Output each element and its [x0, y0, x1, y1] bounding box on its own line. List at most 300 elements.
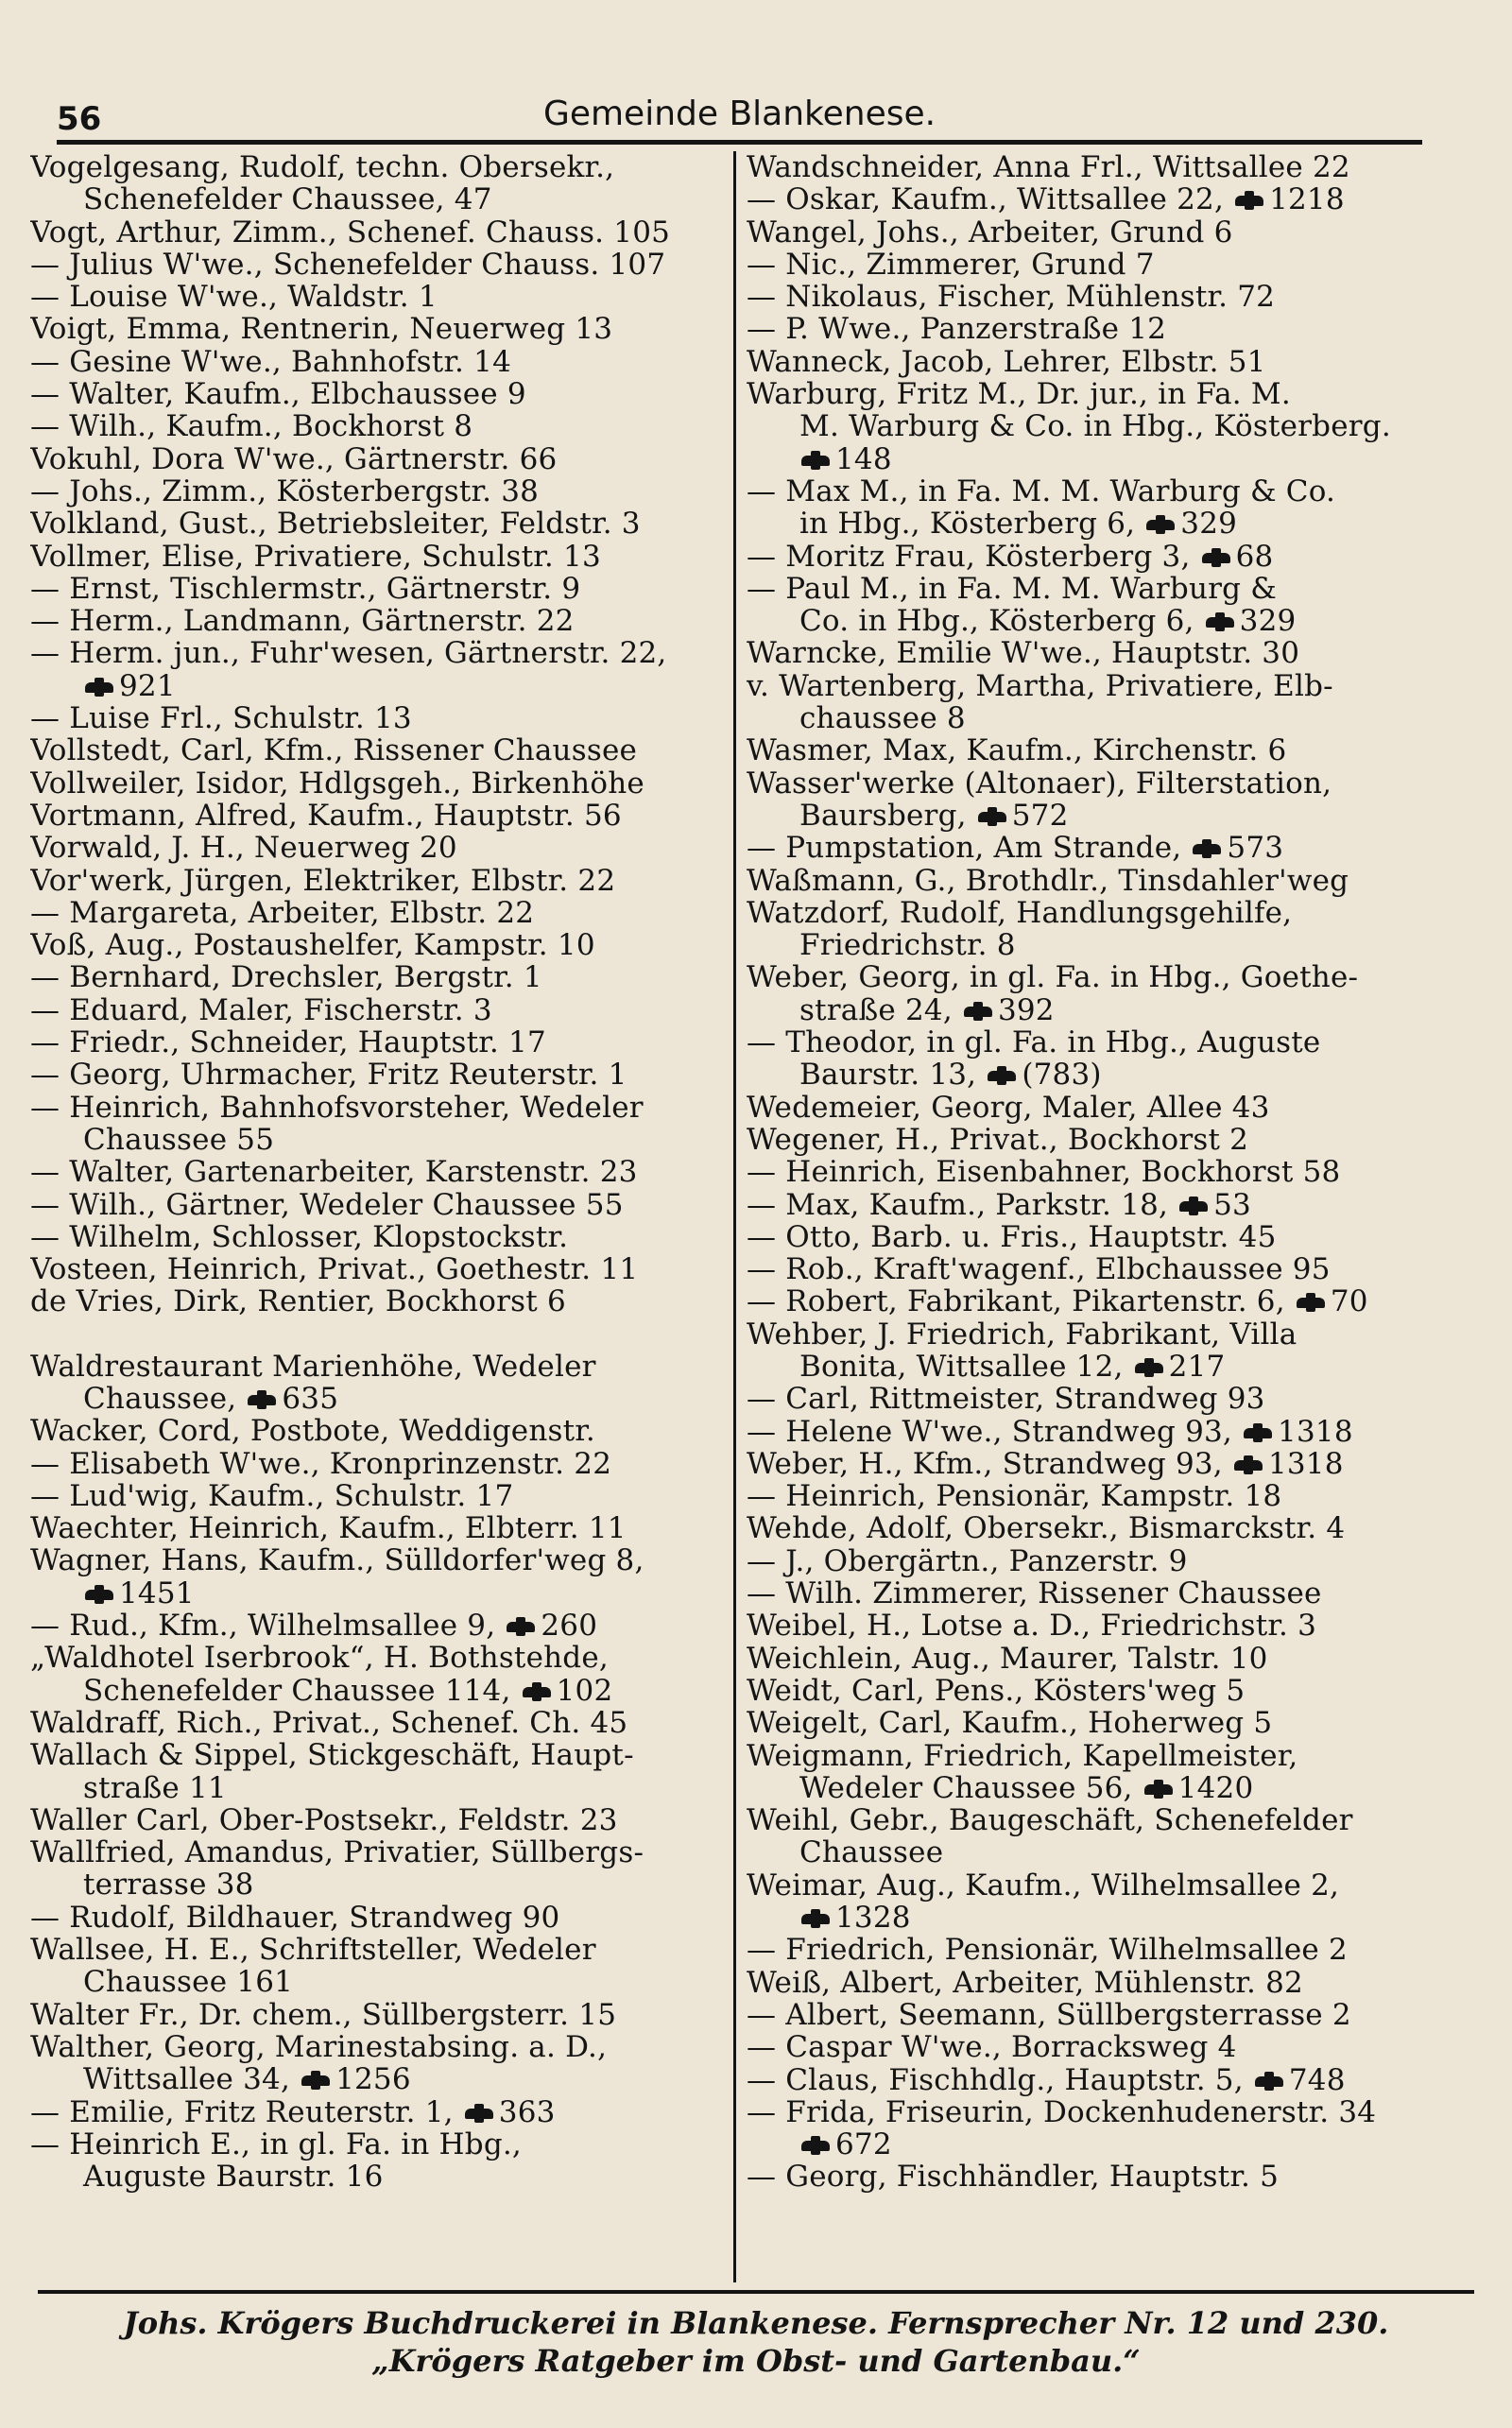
entry-continuation-line — [747, 410, 1484, 442]
entry-text: — Ernst, Tischlermstr., Gärtnerstr. 9 — [30, 572, 581, 606]
directory-entry — [30, 1999, 731, 2031]
directory-entry — [30, 1448, 731, 1480]
entry-text: — Albert, Seemann, Süllbergsterrasse 2 — [747, 1998, 1351, 2032]
entry-line — [30, 1448, 731, 1480]
directory-entry — [747, 151, 1484, 183]
directory-entry — [30, 508, 731, 540]
directory-entry — [747, 1416, 1484, 1448]
directory-entry — [747, 1934, 1484, 1966]
entry-line — [30, 216, 731, 249]
entry-line — [747, 1999, 1484, 2031]
telephone-icon — [1244, 1423, 1272, 1442]
entry-text: M. Warburg & Co. in Hbg., Kösterberg. — [799, 410, 1391, 443]
entry-line — [30, 443, 731, 475]
telephone-icon — [1146, 515, 1175, 534]
entry-text: Wasmer, Max, Kaufm., Kirchenstr. 6 — [747, 734, 1287, 767]
directory-entry — [747, 313, 1484, 345]
directory-entry — [747, 1512, 1484, 1544]
entry-text: — Heinrich, Eisenbahner, Bockhorst 58 — [747, 1156, 1341, 1189]
directory-entry — [30, 897, 731, 929]
telephone-icon — [248, 1390, 276, 1409]
entry-text: — Wilh. Zimmerer, Rissener Chaussee — [747, 1577, 1322, 1610]
entry-continuation-line — [747, 929, 1484, 961]
page-number: 56 — [57, 100, 102, 138]
entry-text: Schenefelder Chaussee, 47 — [83, 183, 492, 216]
directory-entry — [747, 541, 1484, 573]
entry-text: — Wilhelm, Schlosser, Klopstockstr. — [30, 1220, 569, 1254]
entry-text: — Caspar W'we., Borracksweg 4 — [747, 2031, 1237, 2064]
entry-text: Vortmann, Alfred, Kaufm., Hauptstr. 56 — [30, 799, 622, 833]
telephone-icon — [1206, 612, 1234, 631]
telephone-icon — [1234, 1455, 1263, 1474]
entry-line — [747, 2161, 1484, 2193]
entry-continuation-line — [30, 183, 731, 215]
directory-entry — [30, 281, 731, 313]
directory-entry — [30, 1512, 731, 1544]
directory-entry — [30, 151, 731, 216]
directory-entry — [747, 346, 1484, 378]
entry-text: Waller Carl, Ober-Postsekr., Feldstr. 23 — [30, 1803, 618, 1837]
directory-entry — [747, 1740, 1484, 1805]
entry-line — [747, 1869, 1484, 1902]
phone-number: 392 — [997, 993, 1055, 1027]
entry-text: de Vries, Dirk, Rentier, Bockhorst 6 — [30, 1285, 566, 1318]
entry-text: — Oskar, Kaufm., Wittsallee 22, — [747, 183, 1225, 216]
directory-entry — [747, 897, 1484, 962]
entry-text: Wegener, H., Privat., Bockhorst 2 — [747, 1123, 1249, 1157]
entry-line — [30, 249, 731, 281]
entry-text: — Herm., Landmann, Gärtnerstr. 22 — [30, 605, 575, 638]
directory-entry — [30, 1415, 731, 1447]
entry-line — [30, 1544, 731, 1576]
phone-number: 572 — [1011, 799, 1069, 833]
entry-text: Schenefelder Chaussee 114, — [83, 1674, 511, 1707]
directory-entry — [747, 1999, 1484, 2031]
directory-entry — [747, 2064, 1484, 2096]
directory-entry — [30, 1707, 731, 1739]
telephone-icon — [301, 2071, 330, 2090]
phone-number: 53 — [1213, 1188, 1251, 1221]
directory-entry — [747, 1967, 1484, 1999]
entry-line — [747, 865, 1484, 897]
phone-number: 148 — [835, 442, 892, 475]
entry-text: — Paul M., in Fa. M. M. Warburg & — [747, 572, 1278, 606]
entry-text: — Elisabeth W'we., Kronprinzenstr. 22 — [30, 1447, 612, 1480]
entry-line — [747, 1545, 1484, 1577]
entry-line — [747, 2031, 1484, 2063]
entry-text: Wedeler Chaussee 56, — [799, 1771, 1133, 1805]
entry-continuation-line — [747, 1059, 1484, 1091]
directory-entry — [747, 1189, 1484, 1221]
entry-text: Voß, Aug., Postaushelfer, Kampstr. 10 — [30, 929, 595, 962]
directory-entry — [30, 865, 731, 897]
entry-text: — Emilie, Fritz Reuterstr. 1, — [30, 2095, 454, 2128]
entry-text: Weber, Georg, in gl. Fa. in Hbg., Goethe- — [747, 961, 1359, 994]
entry-line — [30, 1999, 731, 2031]
entry-text: — Friedrich, Pensionär, Wilhelmsallee 2 — [747, 1934, 1348, 1967]
entry-text: Vollweiler, Isidor, Hdlgsgeh., Birkenhöhe — [30, 766, 644, 800]
directory-entry — [747, 1643, 1484, 1675]
directory-entry — [747, 2031, 1484, 2063]
entry-text: — Heinrich, Pensionär, Kampstr. 18 — [747, 1480, 1282, 1513]
entry-line — [30, 573, 731, 605]
directory-entry — [30, 1739, 731, 1804]
telephone-icon — [1235, 191, 1263, 210]
entry-text: — Gesine W'we., Bahnhofstr. 14 — [30, 345, 512, 379]
entry-line — [30, 702, 731, 734]
entry-text: — Georg, Fischhändler, Hauptstr. 5 — [747, 2161, 1280, 2194]
entry-line — [30, 1351, 731, 1383]
entry-text: — Louise W'we., Waldstr. 1 — [30, 281, 438, 314]
entry-line — [747, 1577, 1484, 1610]
directory-entry — [30, 378, 731, 410]
entry-text: Wangel, Johs., Arbeiter, Grund 6 — [747, 215, 1233, 249]
directory-entry — [30, 1189, 731, 1221]
entry-continuation-line — [30, 670, 731, 702]
entry-text: Waechter, Heinrich, Kaufm., Elbterr. 11 — [30, 1512, 627, 1545]
directory-entry — [747, 573, 1484, 638]
entry-text: Vosteen, Heinrich, Privat., Goethestr. 11 — [30, 1253, 639, 1286]
entry-line — [30, 410, 731, 442]
entry-line — [30, 1285, 731, 1317]
telephone-icon — [1193, 839, 1221, 858]
directory-entry — [747, 281, 1484, 313]
entry-text: — Georg, Uhrmacher, Fritz Reuterstr. 1 — [30, 1059, 627, 1092]
entry-text: — Theodor, in gl. Fa. in Hbg., Auguste — [747, 1026, 1321, 1059]
entry-line — [30, 281, 731, 313]
entry-line — [30, 151, 731, 183]
footer — [57, 2304, 1455, 2380]
directory-entry — [747, 1577, 1484, 1610]
entry-text: Vollstedt, Carl, Kfm., Rissener Chaussee — [30, 734, 638, 767]
directory-entry — [30, 1836, 731, 1902]
phone-number: 102 — [556, 1674, 613, 1707]
entry-line — [747, 1643, 1484, 1675]
phone-number: 748 — [1288, 2063, 1346, 2096]
entry-continuation-line — [747, 702, 1484, 734]
directory-entry — [30, 1156, 731, 1188]
entry-text: Weihl, Gebr., Baugeschäft, Schenefelder — [747, 1804, 1353, 1837]
entry-continuation-line — [30, 1124, 731, 1156]
telephone-icon — [964, 1002, 992, 1021]
entry-text: v. Wartenberg, Martha, Privatiere, Elb- — [747, 669, 1333, 703]
entry-text: Waßmann, G., Brothdlr., Tinsdahler'weg — [747, 864, 1349, 897]
entry-text: Vollmer, Elise, Privatiere, Schulstr. 13 — [30, 540, 601, 573]
entry-text: — Carl, Rittmeister, Strandweg 93 — [747, 1383, 1265, 1416]
entry-line — [747, 475, 1484, 508]
entry-line — [747, 573, 1484, 605]
entry-line — [747, 281, 1484, 313]
entry-line — [747, 670, 1484, 702]
entry-line — [30, 605, 731, 637]
phone-number: (783) — [1022, 1059, 1102, 1092]
entry-line — [30, 929, 731, 961]
telephone-icon — [801, 1909, 830, 1928]
directory-entry — [747, 670, 1484, 735]
left-column — [30, 151, 731, 2287]
entry-line — [747, 1804, 1484, 1836]
entry-continuation-line — [747, 1902, 1484, 1934]
entry-text: — Otto, Barb. u. Fris., Hauptstr. 45 — [747, 1220, 1277, 1254]
entry-line — [30, 475, 731, 508]
phone-number: 1318 — [1278, 1415, 1353, 1448]
entry-text: Chaussee 55 — [83, 1123, 275, 1157]
entry-line — [747, 1383, 1484, 1415]
entry-text: Wallsee, H. E., Schriftsteller, Wedeler — [30, 1934, 596, 1967]
directory-entry — [30, 605, 731, 637]
entry-continuation-line — [30, 1966, 731, 1998]
directory-entry — [747, 1804, 1484, 1869]
entry-line — [747, 378, 1484, 410]
telephone-icon — [1179, 1197, 1208, 1215]
entry-line — [747, 1156, 1484, 1188]
column-divider — [733, 151, 736, 2282]
entry-text: Co. in Hbg., Kösterberg 6, — [799, 605, 1194, 638]
entry-text: Weiß, Albert, Arbeiter, Mühlenstr. 82 — [747, 1966, 1303, 1999]
entry-text: straße 11 — [83, 1771, 227, 1804]
entry-line — [747, 1318, 1484, 1351]
entry-line — [747, 832, 1484, 864]
entry-line — [747, 249, 1484, 281]
entry-text: — Heinrich E., in gl. Fa. in Hbg., — [30, 2127, 522, 2161]
entry-text: Baursberg, — [799, 799, 967, 833]
entry-text: — Lud'wig, Kaufm., Schulstr. 17 — [30, 1479, 514, 1513]
directory-entry — [747, 216, 1484, 249]
entry-continuation-line — [747, 2128, 1484, 2161]
entry-text: — Walter, Gartenarbeiter, Karstenstr. 23 — [30, 1156, 638, 1189]
directory-entry — [747, 1675, 1484, 1707]
directory-entry — [747, 2096, 1484, 2161]
phone-number: 363 — [498, 2095, 556, 2128]
entry-text: Waldrestaurant Marienhöhe, Wedeler — [30, 1350, 596, 1383]
entry-text: Vorwald, J. H., Neuerweg 20 — [30, 832, 457, 865]
telephone-icon — [801, 451, 830, 470]
directory-entry — [747, 832, 1484, 864]
entry-continuation-line — [747, 1351, 1484, 1383]
entry-text: Wallach & Sippel, Stickgeschäft, Haupt- — [30, 1739, 634, 1772]
entry-continuation-line — [747, 443, 1484, 475]
directory-entry — [30, 702, 731, 734]
entry-text: Wedemeier, Georg, Maler, Allee 43 — [747, 1091, 1270, 1124]
entry-line — [747, 1512, 1484, 1544]
phone-number: 672 — [835, 2128, 892, 2161]
directory-entry — [30, 929, 731, 961]
entry-text: chaussee 8 — [799, 702, 966, 735]
entry-continuation-line — [30, 1675, 731, 1707]
entry-text: Chaussee, — [83, 1382, 237, 1416]
entry-text: Wehde, Adolf, Obersekr., Bismarckstr. 4 — [747, 1512, 1346, 1545]
telephone-icon — [523, 1682, 551, 1701]
directory-entry — [30, 443, 731, 475]
entry-line — [747, 897, 1484, 929]
entry-line — [747, 2096, 1484, 2128]
directory-entry — [747, 1869, 1484, 1935]
entry-line — [30, 1480, 731, 1512]
directory-entry — [747, 734, 1484, 766]
entry-line — [747, 1610, 1484, 1642]
entry-line — [30, 2031, 731, 2063]
entry-text: — Eduard, Maler, Fischerstr. 3 — [30, 993, 492, 1027]
entry-text: Vokuhl, Dora W'we., Gärtnerstr. 66 — [30, 442, 558, 475]
entry-line — [30, 897, 731, 929]
directory-entry — [747, 1026, 1484, 1092]
entry-line — [747, 1707, 1484, 1739]
entry-text: — Rudolf, Bildhauer, Strandweg 90 — [30, 1901, 560, 1935]
entry-line — [747, 216, 1484, 249]
directory-entry — [30, 573, 731, 605]
directory-entry — [30, 1544, 731, 1610]
entry-line — [30, 2096, 731, 2128]
directory-entry — [747, 1545, 1484, 1577]
entry-line — [747, 1675, 1484, 1707]
entry-text: — Nikolaus, Fischer, Mühlenstr. 72 — [747, 281, 1276, 314]
entry-line — [30, 346, 731, 378]
entry-text: Vor'werk, Jürgen, Elektriker, Elbstr. 22 — [30, 864, 616, 897]
directory-entry — [30, 216, 731, 249]
phone-number: 1328 — [835, 1902, 911, 1935]
entry-continuation-line — [747, 1836, 1484, 1868]
page-title: Gemeinde Blankenese. — [542, 95, 936, 133]
entry-continuation-line — [30, 2161, 731, 2193]
entry-text: Wacker, Cord, Postbote, Weddigenstr. — [30, 1415, 595, 1448]
directory-entry — [30, 410, 731, 442]
entry-continuation-line — [30, 1868, 731, 1901]
entry-text: — Nic., Zimmerer, Grund 7 — [747, 248, 1155, 282]
entry-line — [30, 1156, 731, 1188]
entry-text: Walther, Georg, Marinestabsing. a. D., — [30, 2030, 608, 2064]
telephone-icon — [1135, 1358, 1163, 1377]
directory-entry — [30, 1351, 731, 1416]
entry-line — [30, 2128, 731, 2161]
entry-line — [30, 1092, 731, 1124]
entry-line — [30, 1836, 731, 1868]
entry-text: — Luise Frl., Schulstr. 13 — [30, 702, 412, 735]
directory-entry — [30, 1902, 731, 1934]
entry-continuation-line — [747, 605, 1484, 637]
entry-text: — Wilh., Kaufm., Bockhorst 8 — [30, 410, 473, 443]
entry-line — [747, 2064, 1484, 2096]
entry-line — [747, 1221, 1484, 1253]
entry-line — [747, 1026, 1484, 1059]
directory-entry — [747, 1610, 1484, 1642]
entry-text: Vogt, Arthur, Zimm., Schenef. Chauss. 105 — [30, 215, 671, 249]
entry-text: — Helene W'we., Strandweg 93, — [747, 1415, 1232, 1448]
entry-line — [30, 378, 731, 410]
entry-line — [30, 508, 731, 540]
telephone-icon — [801, 2136, 830, 2155]
entry-line — [30, 1642, 731, 1674]
entry-text: — Robert, Fabrikant, Pikartenstr. 6, — [747, 1285, 1285, 1318]
entry-line — [747, 637, 1484, 669]
directory-entry — [30, 541, 731, 573]
entry-line — [747, 1092, 1484, 1124]
directory-entry — [747, 183, 1484, 215]
page-header — [57, 91, 1422, 145]
entry-text: Wittsallee 34, — [83, 2063, 291, 2096]
phone-number: 1451 — [119, 1576, 195, 1610]
entry-text: Waldraff, Rich., Privat., Schenef. Ch. 45 — [30, 1706, 628, 1740]
directory-entry — [747, 475, 1484, 541]
footer-printer-line: Johs. Krögers Buchdruckerei in Blankenese. Fernsprecher Nr. 12 und 230. — [123, 2305, 1389, 2341]
entry-line — [747, 767, 1484, 800]
entry-line — [30, 1739, 731, 1771]
phone-number: 1318 — [1267, 1447, 1344, 1481]
telephone-icon — [507, 1617, 535, 1636]
entry-text: — J., Obergärtn., Panzerstr. 9 — [747, 1544, 1188, 1578]
entry-text: Wallfried, Amandus, Privatier, Süllbergs- — [30, 1836, 644, 1869]
entry-line — [30, 1934, 731, 1966]
directory-entry — [747, 1124, 1484, 1156]
entry-text: Bonita, Wittsallee 12, — [799, 1350, 1124, 1384]
telephone-icon — [465, 2104, 493, 2123]
directory-entry — [30, 1285, 731, 1317]
entry-line — [30, 637, 731, 669]
directory-entry — [30, 1253, 731, 1285]
entry-text: Watzdorf, Rudolf, Handlungsgehilfe, — [747, 896, 1293, 930]
directory-entry — [30, 734, 731, 766]
entry-line — [747, 1740, 1484, 1772]
entry-text: Wehber, J. Friedrich, Fabrikant, Villa — [747, 1317, 1297, 1351]
directory-entry — [30, 2128, 731, 2194]
telephone-icon — [978, 807, 1006, 826]
entry-line — [747, 1124, 1484, 1156]
entry-text: — Friedr., Schneider, Hauptstr. 17 — [30, 1026, 546, 1059]
directory-entry — [30, 346, 731, 378]
entry-line — [747, 961, 1484, 993]
entry-text: — Max M., in Fa. M. M. Warburg & Co. — [747, 474, 1336, 508]
entry-line — [747, 346, 1484, 378]
entry-text: Weidt, Carl, Pens., Kösters'weg 5 — [747, 1674, 1246, 1708]
entry-line — [747, 1967, 1484, 1999]
entry-continuation-line — [30, 2063, 731, 2095]
directory-entry — [30, 1610, 731, 1642]
directory-entry — [30, 1026, 731, 1059]
entry-text: — Wilh., Gärtner, Wedeler Chaussee 55 — [30, 1188, 624, 1221]
entry-line — [747, 1934, 1484, 1966]
phone-number: 1256 — [335, 2063, 411, 2096]
entry-continuation-line — [747, 994, 1484, 1026]
entry-line — [747, 1285, 1484, 1317]
entry-text: straße 24, — [799, 993, 953, 1027]
section-gap — [30, 1318, 731, 1351]
entry-text: Weimar, Aug., Kaufm., Wilhelmsallee 2, — [747, 1868, 1340, 1903]
footer-advert-line: „Krögers Ratgeber im Obst- und Gartenbau.“ — [371, 2343, 1141, 2379]
entry-text: Weibel, H., Lotse a. D., Friedrichstr. 3 — [747, 1610, 1317, 1643]
entry-line — [30, 865, 731, 897]
directory-entry — [747, 1092, 1484, 1124]
directory-entry — [30, 2031, 731, 2096]
entry-line — [747, 313, 1484, 345]
telephone-icon — [85, 1585, 113, 1604]
entry-text: Weigelt, Carl, Kaufm., Hoherweg 5 — [747, 1707, 1273, 1740]
entry-line — [747, 1416, 1484, 1448]
entry-text: Walter Fr., Dr. chem., Süllbergsterr. 15 — [30, 1998, 617, 2031]
entry-line — [30, 1610, 731, 1642]
directory-entry — [747, 1383, 1484, 1415]
directory-entry — [747, 378, 1484, 475]
phone-number: 329 — [1239, 605, 1297, 638]
directory-entry — [30, 1092, 731, 1157]
phone-number: 68 — [1235, 540, 1274, 573]
entry-text: — Frida, Friseurin, Dockenhudenerstr. 34 — [747, 2095, 1377, 2129]
directory-entry — [747, 767, 1484, 833]
directory-entry — [30, 1642, 731, 1707]
entry-line — [30, 313, 731, 345]
entry-text: Wasser'werke (Altonaer), Filterstation, — [747, 766, 1332, 800]
directory-entry — [747, 2161, 1484, 2193]
directory-entry — [30, 800, 731, 832]
entry-continuation-line — [747, 1772, 1484, 1804]
